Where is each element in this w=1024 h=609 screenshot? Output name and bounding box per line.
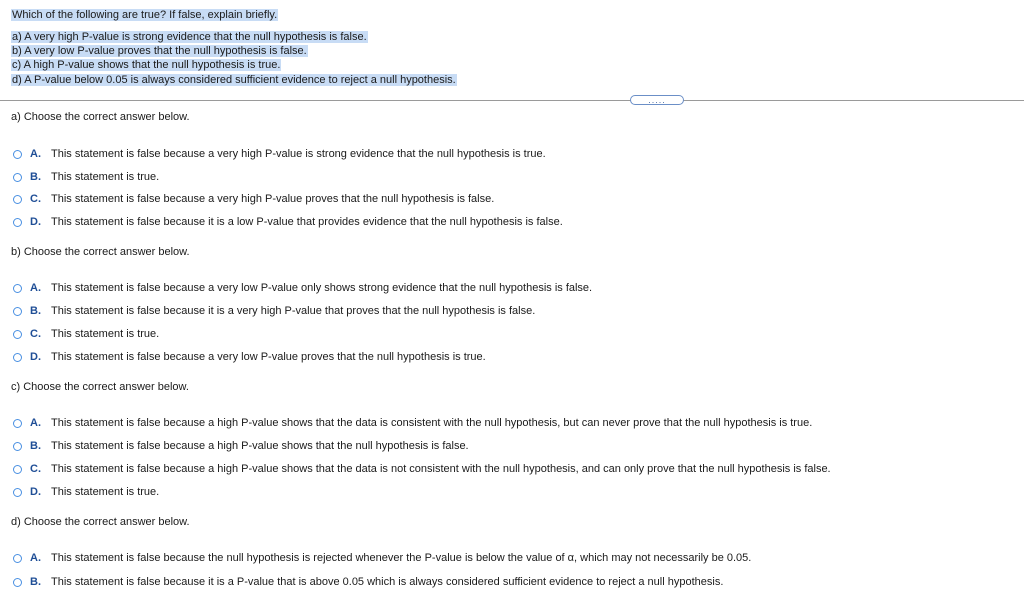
part-b-option-a[interactable]: A. This statement is false because a very low P-value only shows strong evidence that the null hypothesis is false. — [13, 281, 592, 295]
divider-line — [0, 100, 1024, 101]
part-c-option-c[interactable]: C. This statement is false because a high P-value shows that the data is not consistent with the null hypothesis, and can only prove that the null hypothesis is false. — [13, 462, 831, 476]
radio-icon[interactable] — [13, 307, 22, 316]
part-c-option-b[interactable]: B. This statement is false because a high P-value shows that the null hypothesis is false. — [13, 439, 469, 453]
part-b-option-d[interactable]: D. This statement is false because a very low P-value proves that the null hypothesis is true. — [13, 350, 486, 364]
part-a-option-c[interactable]: C. This statement is false because a very high P-value proves that the null hypothesis is false. — [13, 192, 494, 206]
part-c-option-a[interactable]: A. This statement is false because a high P-value shows that the data is consistent with the null hypothesis, but can never prove that the null hypothesis is true. — [13, 416, 812, 430]
radio-icon[interactable] — [13, 554, 22, 563]
part-d-option-b[interactable]: B. This statement is false because it is a P-value that is above 0.05 which is always considered sufficient evidence to reject a null hypothesis. — [13, 575, 723, 589]
part-b-option-c[interactable]: C. This statement is true. — [13, 327, 159, 341]
part-a-option-a[interactable]: A. This statement is false because a very high P-value is strong evidence that the null hypothesis is true. — [13, 147, 546, 161]
part-d-prompt: d) Choose the correct answer below. — [11, 516, 190, 528]
part-a-option-b[interactable]: B. This statement is true. — [13, 170, 159, 184]
part-b-prompt: b) Choose the correct answer below. — [11, 246, 190, 258]
radio-icon[interactable] — [13, 578, 22, 587]
statement-a: a) A very high P-value is strong evidence that the null hypothesis is false. — [12, 31, 367, 43]
radio-icon[interactable] — [13, 218, 22, 227]
radio-icon[interactable] — [13, 353, 22, 362]
radio-icon[interactable] — [13, 173, 22, 182]
part-c-prompt: c) Choose the correct answer below. — [11, 381, 189, 393]
statement-d: d) A P-value below 0.05 is always considered sufficient evidence to reject a null hypothesis. — [12, 74, 456, 86]
more-button[interactable]: ..... — [630, 95, 684, 105]
statement-b: b) A very low P-value proves that the null hypothesis is false. — [12, 45, 307, 57]
radio-icon[interactable] — [13, 442, 22, 451]
radio-icon[interactable] — [13, 150, 22, 159]
radio-icon[interactable] — [13, 284, 22, 293]
part-a-prompt: a) Choose the correct answer below. — [11, 111, 190, 123]
part-c-option-d[interactable]: D. This statement is true. — [13, 485, 159, 499]
radio-icon[interactable] — [13, 419, 22, 428]
radio-icon[interactable] — [13, 195, 22, 204]
statement-c: c) A high P-value shows that the null hypothesis is true. — [12, 59, 281, 71]
radio-icon[interactable] — [13, 465, 22, 474]
part-d-option-a[interactable]: A. This statement is false because the null hypothesis is rejected whenever the P-value is below the value of α, which may not necessarily be 0.05. — [13, 551, 751, 565]
part-b-option-b[interactable]: B. This statement is false because it is a very high P-value that proves that the null hypothesis is false. — [13, 304, 535, 318]
question-title: Which of the following are true? If false, explain briefly. — [12, 9, 278, 21]
part-a-option-d[interactable]: D. This statement is false because it is a low P-value that provides evidence that the null hypothesis is false. — [13, 215, 563, 229]
radio-icon[interactable] — [13, 488, 22, 497]
radio-icon[interactable] — [13, 330, 22, 339]
